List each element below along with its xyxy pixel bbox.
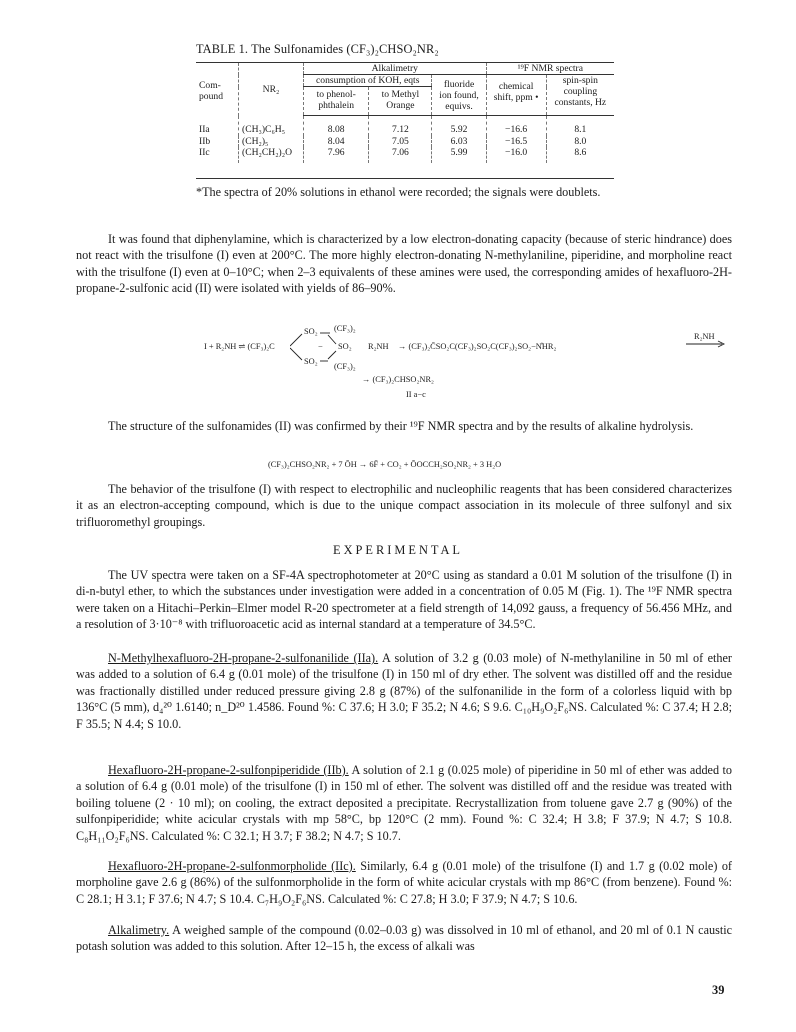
eq1-product: → (CF₃)₂C̄SO₂C(CF₃)₂SO₂C(CF₃)₂SO₂−N̊HR₂ — [398, 342, 557, 351]
paragraph-6 — [76, 762, 732, 844]
cell-coupling: 8.0 — [546, 136, 614, 148]
col-nr2: NR₂ — [239, 63, 304, 116]
paragraph-2 — [76, 418, 732, 434]
cell-shift: −16.6 — [486, 116, 546, 136]
col-koh: consumption of KOH, eqts — [304, 75, 432, 87]
eq1-cf3-bottom: (CF₃)₂ — [334, 362, 356, 371]
col-compound-label: Com- pound — [199, 80, 223, 103]
col-shift — [486, 75, 546, 116]
eq1-so2-bottom: SO₂ — [304, 357, 318, 366]
paragraph-4 — [76, 567, 732, 633]
col-coupling — [546, 75, 614, 116]
cell-fluoride: 5.92 — [432, 116, 486, 136]
cell-methyl: 7.12 — [369, 116, 432, 136]
paragraph-2-text: The structure of the sulfonamides (II) was confirmed by their ¹⁹F NMR spectra and by the results of alkaline hydrolysis. — [108, 419, 694, 433]
table-row — [196, 116, 614, 136]
paragraph-1 — [76, 231, 732, 297]
paragraph-3 — [76, 481, 732, 530]
cell-nr2: (CH₃)C₆H₅ — [239, 116, 304, 136]
cell-compound: IIb — [199, 135, 211, 147]
paragraph-5-title: N-Methylhexafluoro-2H-propane-2-sulfonanilide (IIa). — [108, 651, 379, 665]
col-phenol — [304, 87, 369, 116]
paragraph-7-title: Hexafluoro-2H-propane-2-sulfonmorpholide (IIc). — [108, 859, 356, 873]
cell-coupling: 8.6 — [546, 147, 614, 163]
eq1-so2-right: SO₂ — [338, 342, 352, 351]
group-nmr: ¹⁹F NMR spectra — [486, 63, 614, 75]
paragraph-3-text: The behavior of the trisulfone (I) with respect to electrophilic and nucleophilic reagents that has been considered characterizes it as an electron-accepting compound, which is due to the unique compact association in its molecule of three sulfonyl and six trifluoromethyl groupings. — [76, 482, 732, 529]
eq1-reaction-arrow — [686, 340, 726, 348]
paragraph-5-text — [76, 650, 732, 732]
cell-phenol: 8.04 — [304, 136, 369, 148]
col-fluoride — [432, 75, 486, 116]
col-compound — [196, 63, 239, 116]
eq1-so2-top: SO₂ — [304, 327, 318, 336]
cell-phenol: 7.96 — [304, 147, 369, 163]
cell-shift: −16.5 — [486, 136, 546, 148]
eq1-r2nh: R₂NH — [368, 342, 389, 351]
cell-phenol: 8.08 — [304, 116, 369, 136]
eq1-label: II a−c — [406, 390, 426, 399]
eq1-line2: → (CF₃)₂CHSO₂NR₂ — [362, 375, 434, 384]
paragraph-8 — [76, 922, 732, 955]
table-footnote: *The spectra of 20% solutions in ethanol were recorded; the signals were doublets. — [196, 185, 601, 199]
paragraph-7-text — [76, 858, 732, 907]
table-bottom-rule — [196, 178, 614, 179]
paragraph-1-text: It was found that diphenylamine, which is characterized by a low electron-donating capacity (because of steric hindrance) does not react with the trisulfone (I) even at 200°C. The more highly electron-donating N-methylaniline, piperidine, and morpholine react with the trisulfone (I) even at 0–10°C; when 2–3 equivalents of these amines were used, the corresponding amides of hexafluoro-2H-propane-2-sulfonic acid (II) were isolated with yields of 86–90%. — [76, 232, 732, 296]
eq1-over-arrow: R₂NH — [694, 332, 715, 341]
paragraph-8-body: A weighed sample of the compound (0.02–0.03 g) was dissolved in 10 ml of ethanol, and 20 ml of 0.1 N caustic potash solution was added to this solution. After 12–15 h, the excess of alkali was — [76, 923, 732, 954]
paragraph-7-body: Similarly, 6.4 g (0.01 mole) of the trisulfone (I) and 1.7 g (0.02 mole) of morpholine gave 2.6 g (86%) of the sulfonmorpholide in the form of white acicular crystals with mp 86°C (from benzene). Found %: C 28.1; H 3.1; F 37.6; N 4.7; S 10.4. C₇H₉O₂F₆NS. Calculated %: C 27.8; H 3.0; F 37.9; N 4.7; S 10.6. — [76, 859, 732, 906]
sulfonamides-table — [196, 62, 614, 163]
paragraph-5 — [76, 650, 732, 732]
paragraph-6-body: A solution of 2.1 g (0.025 mole) of piperidine in 50 ml of ether was added to a solution of 6.4 g (0.01 mole) of the trisulfone (I) in 150 ml of ether. The solvent was distilled off and the residue was treated with boiling toluene (2 · 10 ml); on cooling, the extract deposited a precipitate. Recrystallization from toluene gave 2.7 g (90%) of the sulfonpiperidide; white acicular crystals with mp 58°C, bp 120°C (2 mm). Found %: C 32.4; H 3.8; F 37.9; N 4.7; S 10.8. C₈H₁₁O₂F₆NS. Calculated %: C 32.1; H 3.7; F 38.2; N 4.7; S 10.7. — [76, 763, 732, 843]
col-methyl — [369, 87, 432, 116]
equation-2: (CF₃)₂CHSO₂NR₂ + 7 ŌH → 6F̄ + CO₂ + ŌOCCH₂SO₂NR₂ + 3 H₂O — [268, 460, 502, 469]
cell-compound: IIa — [199, 123, 210, 135]
eq1-cf3-top: (CF₃)₂ — [334, 324, 356, 333]
paragraph-4-text: The UV spectra were taken on a SF-4A spectrophotometer at 20°C using as standard a 0.01 M solution of the trisulfone (I) in di-n-butyl ether, to which the substances under investigation were added in a concentration of 0.05 M (Fig. 1). The ¹⁹F NMR spectra were taken on a Hitachi–Perkin–Elmer model R-20 spectrometer at a field strength of 14,092 gauss, a frequency of 56.456 MHz, and a resolution of 3·10⁻⁸ with trifluoroacetic acid as internal standard at a temperature of 34.5°C. — [76, 568, 732, 632]
equation-1-left: I + R₂NH ⇌ (CF₃)₂C — [204, 342, 275, 351]
col-methyl-label: to Methyl Orange — [381, 89, 420, 111]
paragraph-8-title: Alkalimetry. — [108, 923, 170, 937]
cell-fluoride: 5.99 — [432, 147, 486, 163]
paragraph-6-text — [76, 762, 732, 844]
cell-coupling: 8.1 — [546, 116, 614, 136]
col-phenol-label: to phenol- phthalein — [316, 89, 356, 111]
paragraph-5-body: A solution of 3.2 g (0.03 mole) of N-methylaniline in 50 ml of ether was added to a solution of 6.4 g (0.01 mole) of the trisulfone (I) in 150 ml of dry ether. The solvent was distilled off and the residue was fractionally distilled under reduced pressure giving 2.8 g (87%) of the sulfonanilide in the form of a colorless liquid with bp 136°C (5 mm), d₄²⁰ 1.6140; n_D²⁰ 1.4586. Found %: C 37.6; H 3.0; F 35.2; N 4.6; S 9.6. C₁₀H₉O₂F₆NS. Calculated %: C 37.4; H 2.8; F 35.5; N 4.4; S 10.0. — [76, 651, 732, 731]
paragraph-7 — [76, 858, 732, 907]
table-row — [196, 136, 614, 148]
paragraph-8-text — [76, 922, 732, 955]
cell-methyl: 7.05 — [369, 136, 432, 148]
cell-nr2: (CH₂)₅ — [239, 136, 304, 148]
col-coupling-label: spin-spin coupling constants, Hz — [554, 75, 607, 108]
cell-fluoride: 6.03 — [432, 136, 486, 148]
group-alkalimetry: Alkalimetry — [304, 63, 487, 75]
cell-compound: IIc — [199, 147, 210, 159]
table-caption: TABLE 1. The Sulfonamides (CF₃)₂CHSO₂NR₂ — [196, 42, 439, 56]
table-row — [196, 147, 614, 163]
paragraph-6-title: Hexafluoro-2H-propane-2-sulfonpiperidide (IIb). — [108, 763, 349, 777]
cell-nr2: (CH₂CH₂)₂O — [239, 147, 304, 163]
col-fluoride-label: fluoride ion found, equivs. — [439, 79, 479, 112]
section-heading: EXPERIMENTAL — [333, 543, 463, 557]
cell-methyl: 7.06 — [369, 147, 432, 163]
page-number: 39 — [712, 983, 725, 997]
col-shift-label: chemical shift, ppm • — [493, 81, 539, 103]
eq1-minus: − — [318, 342, 323, 351]
cell-shift: −16.0 — [486, 147, 546, 163]
